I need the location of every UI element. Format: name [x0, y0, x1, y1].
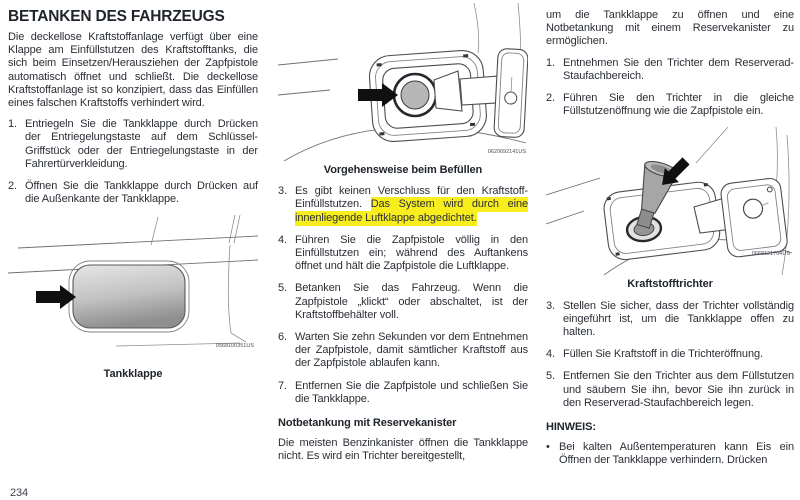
step-text: Entfernen Sie die Zapfpistole und schließen Sie die Tankklappe.: [295, 379, 528, 405]
arrow-icon: [36, 285, 76, 309]
step-item: [278, 282, 528, 322]
step-text: Füllen Sie Kraftstoff in die Trichteröffnung.: [563, 348, 763, 361]
filler-neck-illustration: [278, 3, 528, 161]
step-number: 3.: [278, 185, 287, 198]
step-item: [546, 300, 794, 340]
step-text: Führen Sie die Zapfpistole völlig in den Einfüllstutzen ein; während des Auftankens öffnet und hält die Zapfpistole die Luftklappe.: [295, 233, 528, 273]
highlighted-text: Das System wird durch eine innenliegende Luftklappe abgedichtet.: [295, 198, 528, 224]
step-item: [278, 331, 528, 371]
step-item: [278, 234, 528, 274]
fuel-door-figure: [8, 215, 258, 365]
figure-caption: Kraftstofftrichter: [627, 278, 713, 291]
section-subheading: Notbetankung mit Reservekanister: [278, 417, 457, 430]
figure-part-code: 0668121704US: [751, 251, 790, 258]
step-number: 2.: [546, 92, 555, 105]
continued-paragraph: um die Tankklappe zu öffnen und eine Notbetankung mit einem Reservekanister zu ermöglichen.: [546, 9, 794, 48]
step-number: 5.: [546, 370, 555, 383]
bullet-icon: •: [546, 441, 550, 454]
step-item: [278, 380, 528, 406]
step-number: 3.: [546, 299, 555, 312]
note-bullet-item: [546, 441, 794, 467]
step-text: Entfernen Sie den Trichter aus dem Füllstutzen und säubern Sie ihn, bevor Sie ihn zurück in den Reserverad-Staufachbereich legen.: [563, 370, 794, 409]
step-text: [295, 185, 528, 225]
open-flap: [720, 178, 789, 259]
column-right: [546, 0, 794, 476]
step-number: 1.: [8, 118, 17, 131]
step-item: [546, 92, 794, 118]
step-text: Öffnen Sie die Tankklappe durch Drücken auf die Außenkante der Tankklappe.: [25, 180, 258, 206]
figure-part-code: 0568100351US: [215, 343, 254, 350]
figure-part-code: 0620692141US: [487, 149, 526, 155]
page-title: BETANKEN DES FAHRZEUGS: [8, 8, 225, 25]
step-text-plain: Es gibt keinen Verschluss für den Kraftstoff-Einfüllstutzen.: [295, 185, 528, 211]
filler-neck-figure: [278, 3, 528, 161]
open-flap: [494, 48, 528, 137]
step-number: 7.: [278, 379, 287, 392]
step-text: Führen Sie den Trichter in die gleiche Füllstutzenöffnung wie die Zapfpistole ein.: [563, 92, 794, 118]
step-text: Betanken Sie das Fahrzeug. Wenn die Zapfpistole „klickt“ oder abschaltet, ist der Kraftstoffbehälter voll.: [295, 282, 528, 321]
column-left: [8, 0, 258, 390]
step-text: Stellen Sie sicher, dass der Trichter vollständig eingeführt ist, um die Tankklappe offen zu halten.: [563, 299, 794, 339]
step-item: [278, 185, 528, 225]
page-number: 234: [10, 487, 29, 499]
step-number: 4.: [546, 348, 555, 361]
step-item: [546, 370, 794, 410]
step-number: 6.: [278, 331, 287, 344]
column-middle: [278, 0, 528, 472]
note-bullet-text: Bei kalten Außentemperaturen kann Eis ein Öffnen der Tankklappe verhindern. Drücken: [559, 441, 794, 467]
intro-paragraph: Die deckellose Kraftstoffanlage verfügt über eine Klappe am Einfüllstutzen des Kraftstofftanks, die sich beim Einsetzen/Herausziehen der Zapfpistole automatisch öffnet und schließt. Die deckellose Kraftstoffanlage ist so konzipiert, dass das Einfüllen eines falschen Kraftstoffs verhindert wird.: [8, 31, 258, 110]
step-item: [8, 180, 258, 206]
body-paragraph: Die meisten Benzinkanister öffnen die Tankklappe nicht. Es wird ein Trichter bereitgestellt,: [278, 437, 528, 463]
step-text: Entnehmen Sie den Trichter dem Reserverad-Staufachbereich.: [563, 56, 794, 82]
step-text: Entriegeln Sie die Tankklappe durch Drücken der Entriegelungstaste auf dem Schlüssel-Griffstück oder der Entriegelungstaste in der Fahrertürverkleidung.: [25, 118, 258, 170]
fuel-door: [73, 265, 185, 328]
step-number: 4.: [278, 233, 287, 246]
step-number: 5.: [278, 282, 287, 295]
step-item: [8, 118, 258, 171]
step-text: Warten Sie zehn Sekunden vor dem Entnehmen der Zapfpistole, damit sämtlicher Kraftstoff aus der Zapfpistole ablaufen kann.: [295, 331, 528, 370]
fuel-funnel-figure: [546, 127, 794, 275]
note-heading: HINWEIS:: [546, 421, 596, 434]
figure-caption: Vorgehensweise beim Befüllen: [323, 164, 483, 176]
step-number: 2.: [8, 180, 17, 193]
figure-caption: Tankklappe: [103, 368, 163, 381]
step-number: 1.: [546, 56, 555, 69]
step-item: [546, 348, 794, 361]
step-item: [546, 57, 794, 83]
